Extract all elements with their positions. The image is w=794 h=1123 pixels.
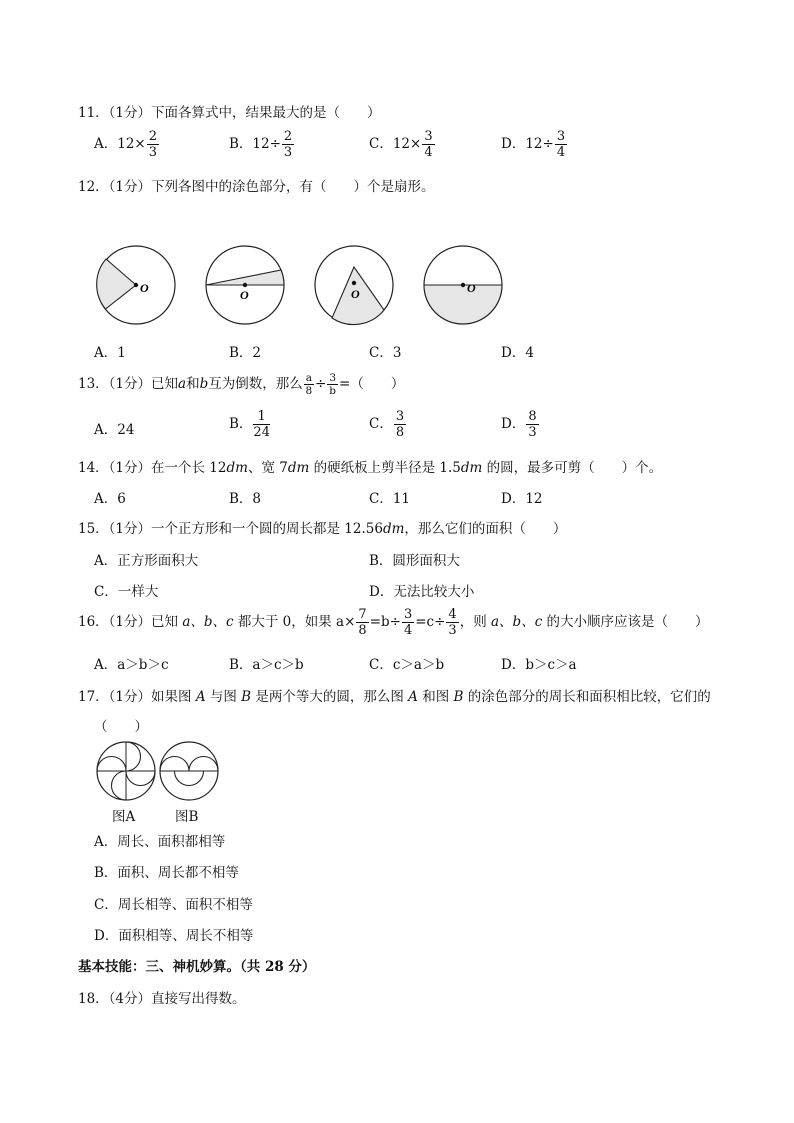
q16-stem: 16．（1分）已知 a、b、c 都大于 0，如果 a× $\frac{7}{8}$ =b÷ $\frac{3}{4}$ =c÷ $\frac{4}{3}$ ，则 a、b、c 的大小顺序应该是（ ） — [78, 607, 709, 638]
q13-option-d[interactable]: D． $\frac{8}{3}$ — [501, 409, 537, 440]
q12-figure-2 — [205, 245, 289, 329]
q16-option-c[interactable]: C．c＞a＞b — [369, 657, 445, 673]
q12-option-b[interactable]: B．2 — [229, 345, 262, 361]
q16-option-d[interactable]: D．b＞c＞a — [501, 657, 577, 673]
q14-option-a[interactable]: A．6 — [94, 491, 126, 507]
q13-option-c[interactable]: C． $\frac{3}{8}$ — [369, 409, 405, 440]
q16-option-b[interactable]: B．a＞c＞b — [229, 657, 304, 673]
svg-text:O: O — [467, 281, 476, 295]
q12-figure-3 — [314, 245, 398, 329]
q15-option-b[interactable]: B．圆形面积大 — [369, 553, 460, 569]
q14-stem: 14．（1分）在一个长 12dm、宽 7dm 的硬纸板上剪半径是 1.5dm 的圆，最多可剪（ ）个。 — [78, 460, 663, 476]
q13-option-a[interactable]: A．24 — [94, 422, 135, 438]
q17-figure-b-label: 图B — [175, 809, 199, 825]
q11-option-d[interactable]: D．12÷ $\frac{3}{4}$ — [501, 129, 566, 160]
q17-option-b[interactable]: B．面积、周长都不相等 — [94, 865, 239, 881]
q15-option-a[interactable]: A．正方形面积大 — [94, 553, 199, 569]
q13-stem: 13．（1分）已知a和b互为倒数，那么 $\frac{a}{8}$ ÷ $\frac{3}{b}$ =（ ） — [78, 371, 405, 397]
section-heading: 基本技能：三、神机妙算。（共 28 分） — [78, 959, 316, 975]
q14-option-d[interactable]: D．12 — [501, 491, 543, 507]
q13-option-b[interactable]: B． $\frac{1}{24}$ — [229, 409, 270, 440]
svg-text:O: O — [351, 287, 360, 301]
q17-stem: 17．（1分）如果图 A 与图 B 是两个等大的圆，那么图 A 和图 B 的涂色部分的周长和面积相比较，它们的 — [78, 689, 711, 705]
q17-figure-a — [95, 740, 157, 802]
svg-text:O: O — [240, 288, 249, 302]
q12-figure-4 — [423, 245, 507, 329]
q11-option-c[interactable]: C．12× $\frac{3}{4}$ — [369, 129, 433, 160]
q12-option-a[interactable]: A．1 — [94, 345, 126, 361]
q11-stem: 11．（1分）下面各算式中，结果最大的是（ ） — [78, 105, 381, 121]
q12-option-d[interactable]: D．4 — [501, 345, 534, 361]
q14-option-b[interactable]: B．8 — [229, 491, 262, 507]
q11-option-b[interactable]: B．12÷ $\frac{2}{3}$ — [229, 129, 293, 160]
q17-figure-b — [158, 740, 220, 802]
q16-option-a[interactable]: A．a＞b＞c — [94, 657, 169, 673]
q12-stem: 12．（1分）下列各图中的涂色部分，有（ ）个是扇形。 — [78, 179, 435, 195]
q17-option-a[interactable]: A．周长、面积都相等 — [94, 834, 226, 850]
q12-option-c[interactable]: C．3 — [369, 345, 402, 361]
q12-figure-1 — [96, 245, 180, 329]
center-label-o: O — [140, 281, 149, 295]
q11-option-a[interactable]: A．12× $\frac{2}{3}$ — [94, 129, 158, 160]
q15-option-c[interactable]: C．一样大 — [94, 584, 159, 600]
q15-option-d[interactable]: D．无法比较大小 — [369, 584, 475, 600]
q15-stem: 15．（1分）一个正方形和一个圆的周长都是 12.56dm，那么它们的面积（ ） — [78, 521, 567, 537]
q17-option-c[interactable]: C．周长相等、面积不相等 — [94, 897, 253, 913]
q17-stem-line2: （ ） — [94, 719, 148, 735]
q17-option-d[interactable]: D．面积相等、周长不相等 — [94, 928, 254, 944]
q17-figure-a-label: 图A — [112, 809, 136, 825]
q14-option-c[interactable]: C．11 — [369, 491, 411, 507]
q18-stem: 18．（4分）直接写出得数。 — [78, 991, 246, 1007]
